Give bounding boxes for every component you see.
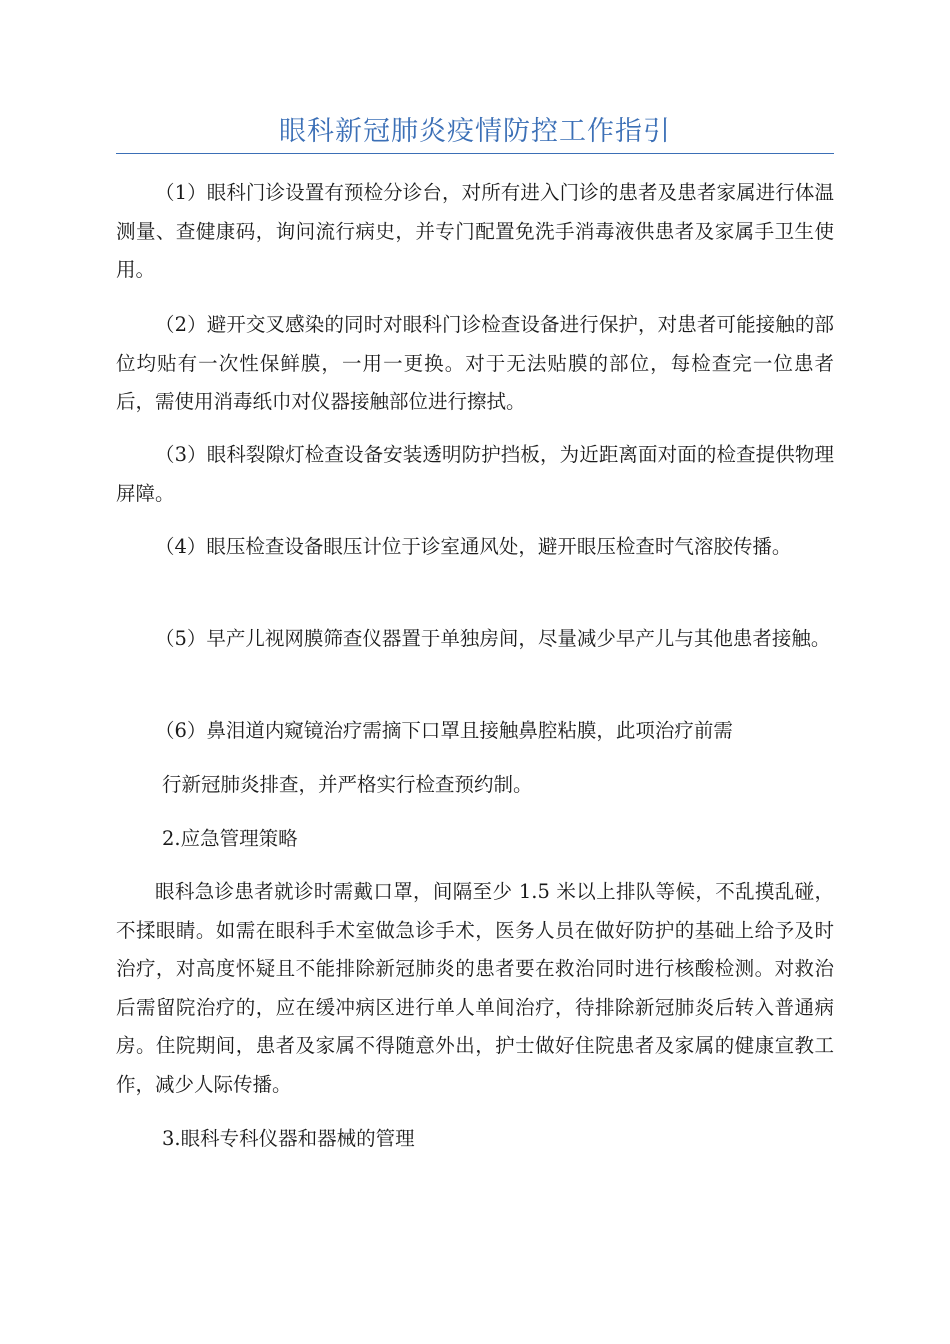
paragraph-5: （5）早产儿视网膜筛查仪器置于单独房间，尽量减少早产儿与其他患者接触。 xyxy=(155,627,831,650)
document-title: 眼科新冠肺炎疫情防控工作指引 xyxy=(279,116,671,147)
section-heading-3: 3.眼科专科仪器和器械的管理 xyxy=(162,1127,415,1150)
paragraph-2: （2）避开交叉感染的同时对眼科门诊检查设备进行保护，对患者可能接触的部位均贴有一次性保鲜膜，一用一更换。对于无法贴膜的部位，每检查完一位患者后，需使用消毒纸巾对仪器接触部位进行擦拭。 xyxy=(116,313,834,413)
paragraph-4: （4）眼压检查设备眼压计位于诊室通风处，避开眼压检查时气溶胶传播。 xyxy=(155,535,792,558)
paragraph-1: （1）眼科门诊设置有预检分诊台，对所有进入门诊的患者及患者家属进行体温测量、查健康码，询问流行病史，并专门配置免洗手消毒液供患者及家属手卫生使用。 xyxy=(116,181,834,281)
paragraph-7: 眼科急诊患者就诊时需戴口罩，间隔至少 1.5 米以上排队等候，不乱摸乱碰，不揉眼睛。如需在眼科手术室做急诊手术，医务人员在做好防护的基础上给予及时治疗，对高度怀疑且不能排除新冠肺炎的患者要在救治同时进行核酸检测。对救治后需留院治疗的，应在缓冲病区进行单人单间治疗，待排除新冠肺炎后转入普通病房。住院期间，患者及家属不得随意外出，护士做好住院患者及家属的健康宣教工作，减少人际传播。 xyxy=(116,880,834,1096)
section-heading-2: 2.应急管理策略 xyxy=(162,827,298,850)
paragraph-3: （3）眼科裂隙灯检查设备安装透明防护挡板，为近距离面对面的检查提供物理屏障。 xyxy=(116,443,834,505)
paragraph-6-line-2: 行新冠肺炎排查，并严格实行检查预约制。 xyxy=(162,773,533,796)
paragraph-6-line-1: （6）鼻泪道内窥镜治疗需摘下口罩且接触鼻腔粘膜，此项治疗前需 xyxy=(155,719,733,742)
title-underline xyxy=(116,153,834,154)
